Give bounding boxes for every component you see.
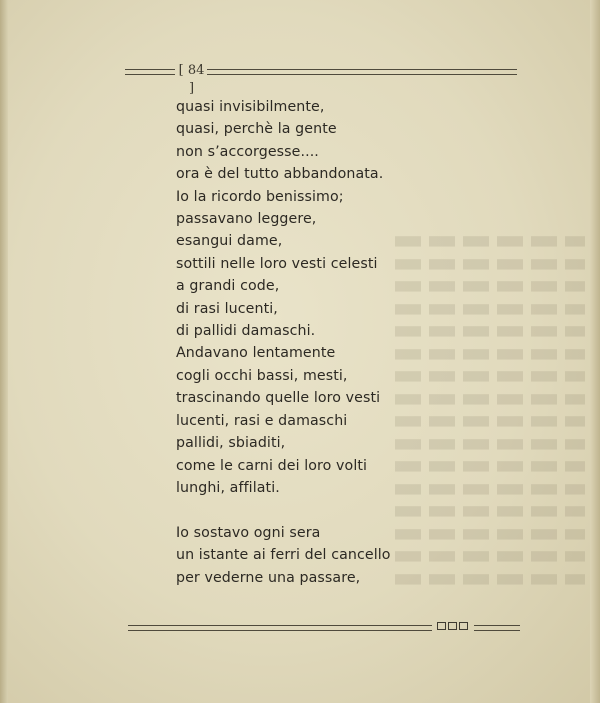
- poem-line: cogli occhi bassi, mesti,: [176, 367, 348, 384]
- poem-line: lucenti, rasi e damaschi: [176, 412, 348, 429]
- poem-line: un istante ai ferri del cancello: [176, 547, 391, 564]
- header-rule-left: [125, 69, 175, 75]
- poem-line: Io la ricordo benissimo;: [176, 188, 344, 205]
- ornament-box: [448, 622, 457, 630]
- header-rule-right: [207, 69, 517, 75]
- footer-ornament: [437, 622, 471, 632]
- poem-line: esangui dame,: [176, 233, 283, 250]
- poem-line: quasi, perchè la gente: [176, 121, 337, 138]
- poem-line: per vederne una passare,: [176, 569, 361, 586]
- poem-line: di rasi lucenti,: [176, 300, 278, 317]
- page-footer: [128, 622, 520, 634]
- footer-rule-left: [128, 625, 432, 631]
- poem-line: come le carni dei loro volti: [176, 457, 368, 474]
- poem-line: passavano leggere,: [176, 211, 317, 228]
- stanza-break: [176, 499, 476, 522]
- poem-line: lunghi, affilati.: [176, 479, 280, 496]
- footer-rule-right: [474, 625, 520, 631]
- poem-line: ora è del tutto abbandonata.: [176, 166, 384, 183]
- ornament-box: [437, 622, 446, 630]
- poem-line: a grandi code,: [176, 278, 280, 295]
- page-right-edge: [590, 0, 600, 703]
- page-number: [ 84 ]: [178, 63, 205, 96]
- page-header: [125, 62, 517, 96]
- poem-line: pallidi, sbiaditi,: [176, 435, 286, 452]
- poem-line: non s’accorgesse....: [176, 143, 319, 160]
- ornament-box: [459, 622, 468, 630]
- poem-line: trascinando quelle loro vesti: [176, 390, 381, 407]
- poem-line: Andavano lentamente: [176, 345, 336, 362]
- poem-line: Io sostavo ogni sera: [176, 524, 321, 541]
- poem-text: [176, 96, 476, 589]
- page-left-edge: [0, 0, 8, 703]
- poem-line: quasi invisibilmente,: [176, 99, 325, 115]
- poem-line: sottili nelle loro vesti celesti: [176, 255, 378, 272]
- poem-line: di pallidi damaschi.: [176, 323, 316, 340]
